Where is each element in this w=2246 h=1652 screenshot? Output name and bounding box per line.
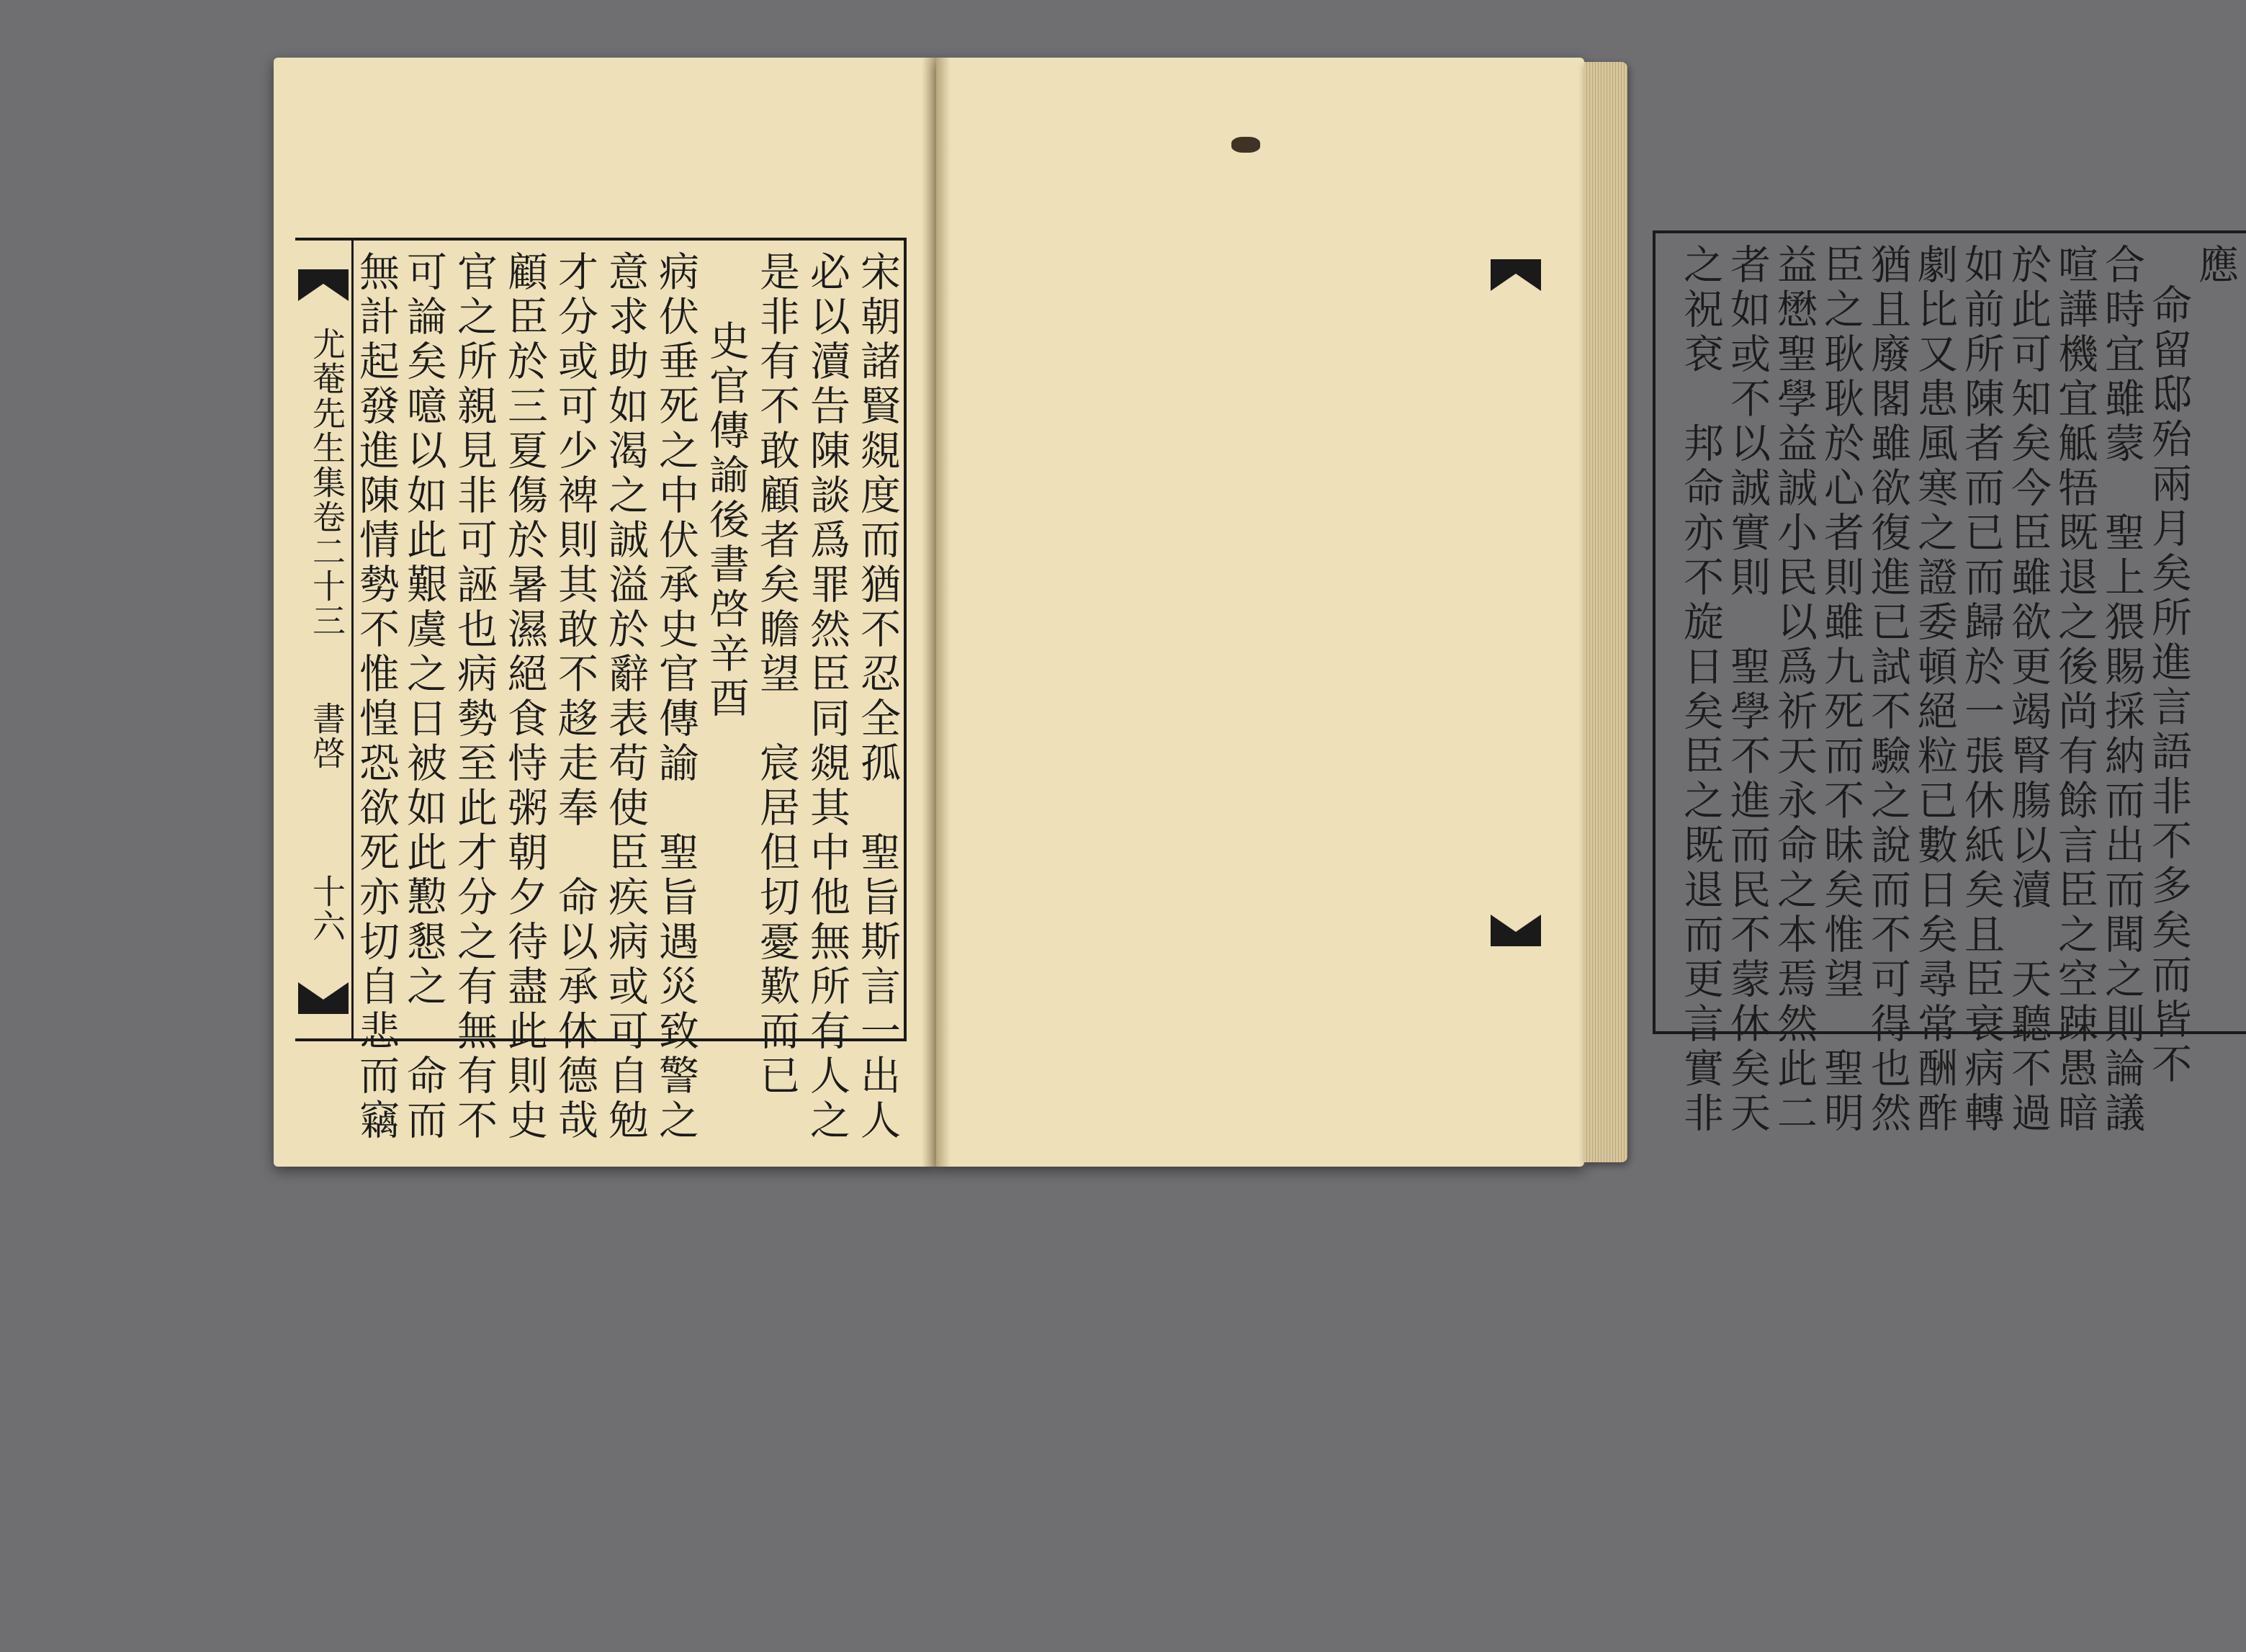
page-edges [1584, 62, 1627, 1162]
ink-stain [1231, 137, 1260, 153]
text-column: 劇比又患風寒之證委頓絕粒已數日矣尋常酬酢 [1911, 243, 1958, 1136]
left-text-frame [295, 238, 907, 1144]
page-centerline [295, 241, 354, 1038]
text-column: 才分或可少裨則其敢不趍走奉 命以承休德哉 [552, 251, 598, 1144]
fishtail-ornament-icon [1491, 259, 1541, 291]
page-number: 十六 [307, 874, 346, 943]
text-column: 宋朝諸賢覢度而猶不忍全孤 聖旨斯言一出人 [854, 251, 901, 1144]
text-column: 喧譁機宜觝牾既退之後尚有餘言臣之空踈愚暗 [2052, 243, 2098, 1136]
text-column: 於此可知矣今臣雖欲更竭腎膓以瀆 天聽不過 [2005, 243, 2052, 1136]
text-column: 臣之耿耿於心者則雖九死而不昧矣惟望 聖明 [1818, 243, 1864, 1136]
right-text-frame [1653, 230, 2246, 1136]
text-column: 應 [2192, 243, 2239, 288]
left-page [274, 58, 936, 1167]
book-gutter [922, 58, 951, 1167]
text-column: 命留邸殆兩月矣所進言語非不多矣而皆不 [2145, 284, 2192, 1087]
fishtail-ornament-icon [298, 982, 349, 1014]
text-column: 無計起發進陳情勢不惟惶恐欲死亦切自悲而竊 [353, 251, 400, 1144]
book-title: 尤菴先生集卷二十三 [307, 327, 346, 638]
text-column: 如前所陳者而已而歸於一張休紙矣且臣衰病轉 [1958, 243, 2005, 1136]
text-column: 意求助如渴之誠溢於辭表苟使臣疾病或可自勉 [602, 251, 649, 1144]
right-page [936, 58, 2239, 1167]
fishtail-ornament-icon [1491, 915, 1541, 946]
text-column: 是非有不敢顧者矣瞻望 宸居但切憂歎而已 [753, 251, 800, 1099]
fishtail-ornament-icon [298, 269, 349, 301]
section-title: 書啓 [307, 701, 346, 771]
text-column: 病伏垂死之中伏承史官傳諭 聖旨遇災致警之 [652, 251, 699, 1144]
section-heading: 史官傳諭後書啓辛酉 [703, 320, 750, 722]
text-column: 官之所親見非可誣也病勢至此才分之有無有不 [451, 251, 498, 1144]
text-column: 合時宜雖蒙 聖上猥賜採納而出而聞之則論議 [2098, 243, 2145, 1136]
text-column: 者如或不以誠實則 聖學不進而民不蒙休矣天 [1724, 243, 1771, 1136]
text-column: 必以瀆告陳談爲罪然臣同覢其中他無所有人之 [804, 251, 850, 1144]
text-column: 益懋聖學益誠小民以爲祈天永命之本焉然此二 [1771, 243, 1818, 1136]
open-book [274, 58, 2239, 1167]
text-column: 猶且廢閣雖欲復進已試不驗之說而不可得也然 [1864, 243, 1911, 1136]
text-column: 顧臣於三夏傷於暑濕絕食恃粥朝夕待盡此則史 [501, 251, 548, 1144]
text-column: 可論矣噫以如此艱虞之日被如此懃懇之 命而 [400, 251, 447, 1144]
text-column: 之祝袞 邦命亦不旋日矣臣之既退而更言實非 [1677, 243, 1724, 1136]
